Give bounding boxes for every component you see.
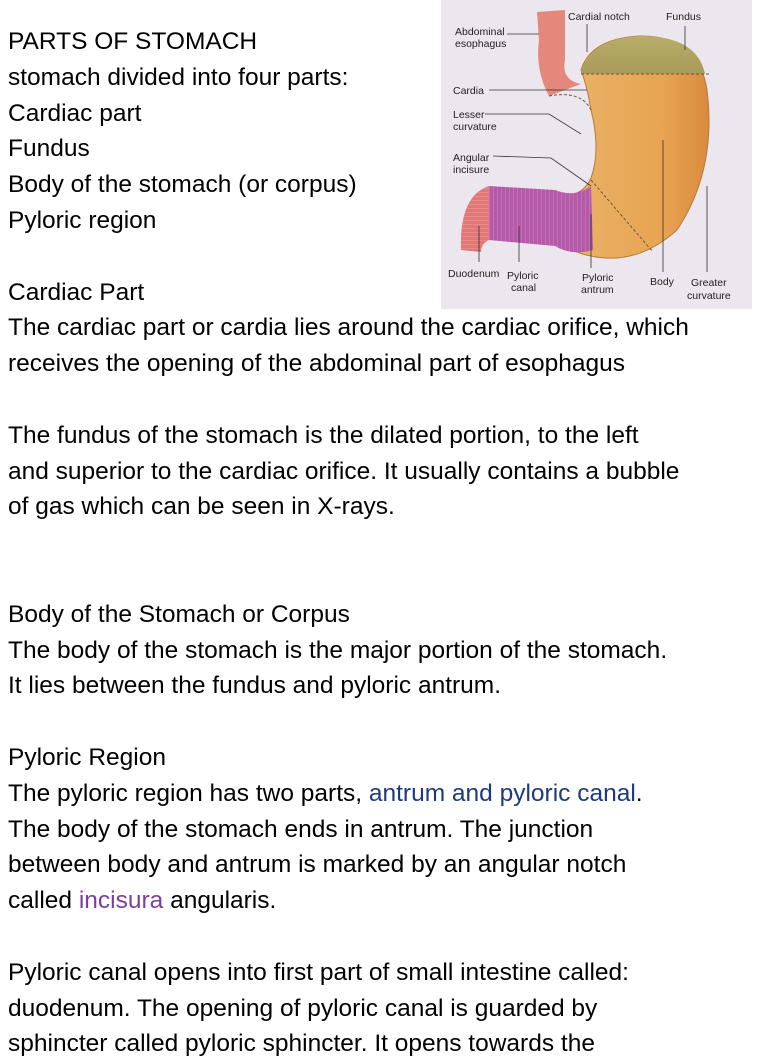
section-heading-body: Body of the Stomach or Corpus: [8, 600, 350, 628]
label-cardial-notch: Cardial notch: [568, 11, 630, 23]
text-span: The pyloric region has two parts,: [8, 779, 369, 807]
leader-line: [493, 156, 591, 186]
spacer: [8, 704, 768, 740]
label-duodenum: Duodenum: [448, 268, 500, 280]
paragraph-line: Pyloric canal opens into first part of small intestine called:: [8, 958, 629, 986]
paragraph-line: The cardiac part or cardia lies around the cardiac orifice, which: [8, 314, 689, 342]
label-pyloric-antrum: antrum: [581, 284, 614, 296]
label-fundus: Fundus: [666, 11, 702, 23]
incisura-link[interactable]: incisura: [78, 887, 164, 915]
part-item: Cardiac part: [8, 99, 142, 127]
spacer: [8, 919, 768, 955]
duodenum-shape: [461, 186, 489, 252]
page-title: PARTS OF STOMACH: [8, 28, 258, 55]
paragraph-line: The fundus of the stomach is the dilated portion, to the left: [8, 421, 639, 449]
spacer: [8, 561, 768, 597]
paragraph-line: and superior to the cardiac orifice. It usually contains a bubble: [8, 457, 680, 485]
paragraph-line: The body of the stomach is the major portion of the stomach.: [8, 636, 668, 664]
label-angular-incisure: Angular: [453, 152, 490, 164]
label-abdominal-esophagus: esophagus: [455, 38, 507, 50]
stomach-diagram: [441, 0, 752, 309]
paragraph-line: receives the opening of the abdominal part of esophagus: [8, 350, 626, 378]
paragraph-line: The body of the stomach ends in antrum. The junction: [8, 815, 594, 843]
cardia-boundary: [549, 95, 591, 110]
section-heading-pyloric: Pyloric Region: [8, 743, 166, 771]
part-item: Fundus: [8, 135, 90, 163]
section-heading-cardiac: Cardiac Part: [8, 278, 145, 306]
paragraph-line: [8, 776, 768, 812]
label-pyloric-canal: Pyloric: [507, 270, 539, 282]
leader-line: [485, 114, 581, 134]
text-span: .: [635, 779, 643, 807]
label-greater-curvature: Greater: [691, 277, 727, 289]
paragraph-line: of gas which can be seen in X-rays.: [8, 493, 395, 521]
part-item: Body of the stomach (or corpus): [8, 171, 357, 199]
label-pyloric-canal: canal: [511, 282, 537, 294]
paragraph-line: [8, 883, 768, 919]
intro-text: stomach divided into four parts:: [8, 63, 349, 91]
spacer: [8, 382, 768, 418]
paragraph-line: sphincter called pyloric sphincter. It opens towards the: [8, 1030, 595, 1058]
label-pyloric-antrum: Pyloric: [582, 272, 614, 284]
spacer: [8, 525, 768, 561]
label-cardia: Cardia: [453, 85, 484, 97]
part-item: Pyloric region: [8, 206, 157, 234]
paragraph-line: duodenum. The opening of pyloric canal is guarded by: [8, 994, 598, 1022]
label-abdominal-esophagus: Abdominal: [455, 26, 505, 38]
fundus-shape: [581, 36, 705, 74]
label-angular-incisure: incisure: [453, 164, 490, 176]
text-span: called: [8, 887, 79, 915]
paragraph-line: It lies between the fundus and pyloric antrum.: [8, 672, 502, 700]
label-body: Body: [650, 276, 674, 288]
antrum-link[interactable]: antrum and pyloric canal: [368, 779, 636, 807]
paragraph-line: between body and antrum is marked by an angular notch: [8, 851, 627, 879]
text-span: angularis.: [163, 887, 277, 915]
label-lesser-curvature: curvature: [453, 121, 497, 133]
pyloric-shape: [489, 186, 593, 252]
stomach-diagram-svg: [441, 0, 752, 309]
label-greater-curvature: curvature: [687, 290, 731, 302]
label-lesser-curvature: Lesser: [453, 109, 485, 121]
